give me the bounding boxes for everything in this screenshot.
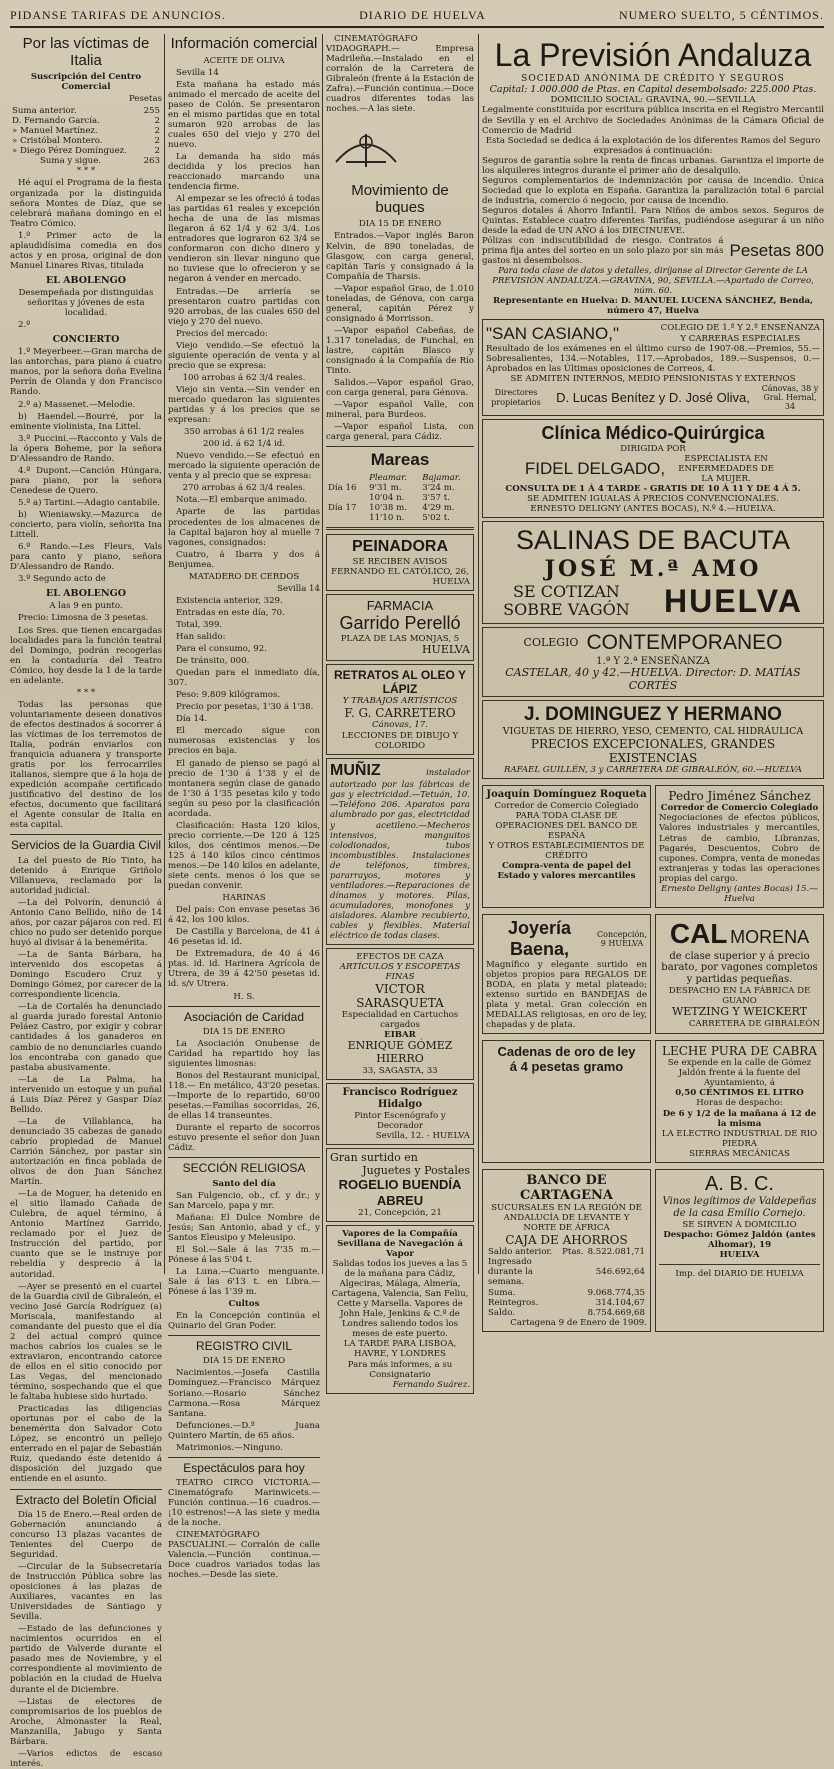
- ad-text: DIRIGIDA POR: [620, 443, 686, 454]
- ad-text: SE ADMITEN INTERNOS, MEDIO PENSIONISTAS Y EXTERNOS: [510, 373, 796, 384]
- registro-title: REGISTRO CIVIL: [195, 1339, 293, 1354]
- ad-text: Y OTROS ESTABLECIMIENTOS DE CRÉDITO: [488, 841, 645, 862]
- ad-text: Y CARRERAS ESPECIALES: [680, 333, 801, 344]
- divider: [326, 527, 474, 530]
- ad-text: Esta Sociedad se dedica á la explotación de los diferentes Ramos del Seguro expresados á continuación:: [485, 135, 821, 156]
- ad-prevision: [482, 37, 824, 316]
- paragraph: 1.º Primer acto de la aplaudidísima comedia en dos actos y en prosa, original de don Manuel Linares Rivas, titulada: [10, 230, 162, 271]
- ad-title: Joyería Baena,: [507, 917, 572, 959]
- paragraph: Han salido:: [176, 631, 226, 642]
- ad-text: CASTELAR, 40 y 42.—HUELVA. Director: D. MATÍAS CORTÉS: [505, 666, 801, 693]
- ad-title: FARMACIA: [366, 598, 434, 614]
- ad-hidalgo: [326, 1083, 474, 1145]
- paragraph: Precios del mercado:: [176, 328, 268, 339]
- ad-title: LECHE PURA DE CABRA: [661, 1044, 817, 1059]
- ad-title: D. Lucas Benítez y D. José Oliva,: [556, 390, 750, 406]
- paragraph: Los Sres. que tienen encargadas localidades para la función teatral del Domingo, podrán recogerlas en la contaduría del Teatro Cómico, hoy desde la 1 de la tarde en adelante.: [10, 625, 162, 686]
- ad-text: Pólizas con indiscutibilidad de riesgo. Contratos á prima fija antes del sorteo en un solo plazo por sin más gastos ni desembolsos.: [482, 236, 724, 267]
- paragraph: Durante el reparto de socorros estuvo presente el señor don Juan Cádiz.: [168, 1123, 320, 1154]
- section-subtitle: HARINAS: [222, 893, 266, 904]
- ad-row: [482, 782, 824, 911]
- paragraph: 2.º a) Massenet.—Melodie.: [18, 399, 136, 410]
- column-4: [482, 34, 824, 1328]
- paragraph: 3.º Segundo acto de: [18, 574, 106, 585]
- caridad-title: Asociación de Caridad: [183, 1009, 305, 1024]
- ad-title: Francisco Rodríguez Hidalgo: [342, 1087, 458, 1110]
- ad-text: Corredor de Comercio Colegiado: [660, 803, 819, 814]
- column-rule: [164, 34, 165, 1274]
- date-line: DIA 15 DE ENERO: [202, 1356, 286, 1367]
- ad-title: CONTEMPORANEO: [586, 630, 783, 654]
- ad-text: LA TARDE PARA LISBOA, HAVRE, Y LONDRES: [343, 1339, 457, 1360]
- paragraph: Hé aquí el Programa de la fiesta organizada por la distinguida señora Montes de Díaz, que se celebrará mañana domingo en el Teatro Cómico.: [10, 178, 162, 229]
- ad-text: 21, Concepción, 21: [358, 1207, 442, 1218]
- paragraph: Cuatro, á Ibarra y dos á Benjumea.: [168, 549, 320, 570]
- ad-text: 33, SAGASTA, 33: [362, 1066, 438, 1077]
- paragraph: Entradas.—De arriería se presentaron cuatro partidas con 920 arrobas, de las cuales 650 del viejo y 270 del nuevo.: [168, 286, 320, 327]
- paragraph: Aparte de las partidas procedentes de los almacenes de la Capital bajaron hoy al muelle 7 vagones, consignados:: [168, 507, 320, 548]
- paragraph: 3.º Puccini.—Racconto y Vals de la ópera Boheme, por la señora D'Alessandro de Rando.: [10, 433, 162, 464]
- ad-text: Seguros dotales á Ahorro Infantil. Para Niños de ambos sexos. Seguros de Quintas. Establece cuatro diferentes Tarifas, pudiéndose asegurar á un niño desde la edad de UN AÑO á los DIECINUEVE.: [482, 205, 824, 237]
- ad-dominguez: [482, 700, 824, 779]
- ad-text: HUELVA: [719, 1249, 760, 1260]
- paragraph: —La de Santa Bárbara, ha intervenido dos escopetas á Domingo Escudero Cruz y Domingo Gómez, por carecer de la correspondiente licencia.: [10, 950, 162, 1001]
- ad-text: Capital: 1.000.000 de Ptas. en Capital desembolsado: 225.000 Ptas.: [489, 84, 817, 96]
- ad-title: VICTOR SARASQUETA: [356, 982, 444, 1011]
- ad-title: MUÑIZ: [330, 761, 381, 779]
- paragraph: Sevilla 14: [277, 583, 320, 594]
- ad-farmacia: [326, 594, 474, 661]
- price-line: 350 arrobas á 61 1/2 reales: [183, 427, 305, 438]
- divider: [10, 834, 162, 835]
- paragraph: —Varios edictos de escaso interés.: [10, 1748, 162, 1769]
- ad-peinadora: [326, 534, 474, 591]
- paragraph: Día 14.: [176, 714, 208, 725]
- emblem-icon: [326, 122, 406, 172]
- table-row: Suma anterior. 255: [12, 106, 160, 117]
- table-row: Reintegros. 314.104,67: [488, 1297, 645, 1308]
- paragraph: Precio: Limosna de 3 pesetas.: [18, 613, 149, 624]
- masthead: [10, 4, 824, 28]
- ad-text: HUELVA: [421, 643, 470, 657]
- divider: [168, 1157, 320, 1158]
- paragraph: El Sol.—Sale á las 7'35 m.—Pónese á las 5'04 t.: [168, 1244, 320, 1265]
- ad-text: Horas de despacho:: [696, 1098, 783, 1109]
- ad-title: "SAN CASIANO,": [486, 323, 619, 343]
- paragraph: Total, 399.: [176, 619, 223, 630]
- column-rule: [478, 34, 479, 1274]
- divider: [326, 446, 474, 447]
- ad-text: SUCURSALES EN LA REGIÓN DE ANDALUCÍA DE LEVANTE Y NORTE DE ÁFRICA: [491, 1203, 642, 1234]
- ad-text: SOCIEDAD ANÓNIMA DE CRÉDITO Y SEGUROS: [521, 73, 785, 84]
- ad-title: Clínica Médico-Quirúrgica: [541, 422, 765, 443]
- ad-text: RAFAEL GUILLÉN, 3 y CARRETERA DE GIBRALEÓN, 60.—HUELVA: [503, 765, 803, 776]
- table-row: » Manuel Martínez. 2: [12, 126, 160, 137]
- ad-banco: [482, 1169, 651, 1332]
- paragraph: La demanda ha sido más decidida y los precios han reaccionado marcando una tendencia firme.: [168, 151, 320, 193]
- ad-text: De 6 y 1/2 de la mañana á 12 de la misma: [662, 1108, 817, 1129]
- table-row: Ingresado durante la semana. 546.692,64: [488, 1257, 645, 1288]
- stars: * * *: [76, 687, 96, 698]
- paragraph: Mañana: El Dulce Nombre de Jesús; San Antonio, abad y cf., y Santos Eleusipo y Meleusipo.: [168, 1212, 320, 1243]
- paragraph: El mercado sigue con numerosas existencias y los precios en baja.: [168, 726, 320, 757]
- ad-muniz: [326, 758, 474, 945]
- ad-text: Cartagena 9 de Enero de 1909.: [510, 1317, 647, 1328]
- ad-text: Despacho: Gómez Jaldón (antes Alhomar), 19: [663, 1229, 816, 1250]
- column-3: [326, 34, 474, 1390]
- ad-row: [482, 1166, 824, 1335]
- ad-row: [482, 1037, 824, 1166]
- paragraph: Salidos.—Vapor español Grao, con carga general, para Génova.: [326, 378, 474, 399]
- table-row: Día 17 10'38 m. 4'29 m.: [328, 503, 455, 514]
- ad-text: EIBAR: [384, 1030, 416, 1041]
- ad-text: Sevilla, 12. - HUELVA: [375, 1130, 470, 1141]
- paragraph: Nuevo vendido.—Se efectuó en mercado la siguiente operación de venta y al precio que se expresa:: [168, 451, 320, 482]
- ad-text: ESPECIALISTA EN ENFERMEDADES DE LA MUJER.: [678, 453, 774, 484]
- buques-title: Movimiento de buques: [351, 182, 449, 216]
- ad-text: Juguetes y Postales: [362, 1163, 470, 1177]
- table-row: Suma y sigue. 263: [40, 156, 160, 167]
- ad-title: A. B. C.: [705, 1172, 774, 1195]
- paragraph: Entrados.—Vapor inglés Baron Kelvin, de 890 toneladas, de Glasgow, con carga general, capitán Tarís y consignado á la Compañía de Tharsis.: [326, 231, 474, 282]
- ad-text: Cánovas, 38 y Gral. Hernal, 34: [761, 383, 819, 412]
- paragraph: 5.º a) Tartini.—Adagio cantabile.: [18, 497, 161, 508]
- ad-title: Vapores de la Compañía Sevillana de Navegación á Vapor: [337, 1228, 463, 1259]
- imprint: Imp. del DIARIO DE HUELVA: [675, 1268, 804, 1279]
- paragraph: —Listas de electores de compromisarios de los pueblos de Aroche, Almonaster la Real, Manzanilla, Jabugo y Santa Bárbara.: [10, 1696, 162, 1747]
- ad-title: ROGELIO BUENDÍA ABREU: [338, 1177, 462, 1208]
- divider: [659, 1264, 820, 1265]
- table-row: D. Fernando García. 2: [12, 116, 160, 127]
- ad-title: La Previsión Andaluza: [494, 37, 812, 73]
- paragraph: Sevilla 14: [176, 67, 219, 78]
- ad-text: COLEGIO: [523, 635, 579, 649]
- guardia-title: Servicios de la Guardia Civil: [10, 838, 162, 853]
- paragraph: —Vapor español Lista, con carga general, para Cádiz.: [326, 422, 474, 443]
- ad-clinica: [482, 419, 824, 518]
- paragraph: Del país: Con envase pesetas 36 á 42, los 100 kilos.: [168, 905, 320, 926]
- ad-text: PLAZA DE LAS MONJAS, 5: [340, 634, 460, 645]
- ad-text: ARTÍCULOS Y ESCOPETAS FINAS: [339, 962, 461, 983]
- stars: * * *: [76, 166, 96, 177]
- paragraph: Desempeñada por distinguidas señoritas y jóvenes de esta localidad.: [18, 288, 154, 319]
- paragraph: 2.º: [18, 320, 31, 331]
- ad-text: Seguros complementarios de indemnización por causa de incendio. Única Sociedad que lo explota en España. Garantiza la paralización total 6 parcial de industria, comercio ó negocio, por causa de incendio.: [482, 175, 824, 206]
- paragraph: De tránsito, 000.: [176, 656, 250, 667]
- table-row: » Cristóbal Montero. 2: [12, 136, 160, 147]
- paragraph: —La del Polvorín, denunció á Antonio Cano Bellido, niño de 14 años, por cazar pájaros con red. El chico no pudo ser detenido porque huyó al divisar á la benemérita.: [10, 897, 162, 949]
- ad-joyeria: [482, 914, 651, 1034]
- paragraph: —La de Villablanca, ha denunciado 35 cabezas de ganado cabrío propiedad de Manuel Carrión Sánchez, por pastar sin autorización en finca poblada de olivos de don Juan Sánchez Martín.: [10, 1116, 162, 1188]
- paragraph: De Extremadura, de 40 á 46 ptas. id. id. Harinera Agrícola de Utrera, de 39 á 42'50 pesetas id. id. s/v Utrera.: [168, 949, 320, 990]
- ad-text: FERNANDO EL CATÓLICO, 26,: [331, 567, 469, 578]
- concert-title: CONCIERTO: [52, 334, 120, 346]
- ad-text: VIGUETAS DE HIERRO, YESO, CEMENTO, CAL HIDRÁULICA: [502, 726, 804, 738]
- paragraph: Matrimonios.—Ninguno.: [176, 1442, 283, 1453]
- ad-price: Pesetas 800: [729, 241, 824, 261]
- paragraph: Peso: 9.809 kilógramos.: [176, 690, 281, 701]
- paragraph: De Castilla y Barcelona, de 41 á 46 pesetas id. id.: [168, 927, 320, 948]
- ad-text: SE RECIBEN AVISOS: [352, 557, 448, 568]
- ad-title: Joaquín Domínguez Roqueta: [486, 789, 647, 801]
- ad-text: Especialidad en Cartuchos cargados: [341, 1010, 459, 1031]
- paragraph: 4.º Dupont.—Canción Húngara, para piano, por la señora Cenedese de Quero.: [10, 465, 162, 496]
- ad-text: Negociaciones de efectos públicos, Valores industriales y mercantiles, Letras de cambio, Libranzas, Pagarés, Descuentos, Cobro de cupones. Compra, venta de monedas extranjeras y todas las operaciones propias del cargo.: [659, 813, 820, 884]
- ad-title: Garrido Perelló: [339, 613, 461, 634]
- boletin-title: Extracto del Boletín Oficial: [15, 1492, 157, 1507]
- ad-cadenas: [482, 1040, 651, 1163]
- paragraph: —Vapor español Cabeñas, de 1.317 toneladas, de Funchal, en lastre, capitán Blasco y consignado á la Compañía de Río Tinto.: [326, 325, 474, 377]
- paragraph: Bonos del Restaurant municipal, 118.— En metálico, 43'20 pesetas.—Importe de lo repartido, 60'00 pesetas.—Familias socorridas, 26, de ellas 14 transeuntes.: [168, 1070, 320, 1122]
- ad-title: HUELVA: [664, 582, 803, 619]
- paragraph: Existencia anterior, 329.: [176, 595, 283, 606]
- paragraph: Quedan para el inmediato día, 307.: [168, 668, 320, 689]
- table-row: Saldo anterior. Ptas. 8.522.081,71: [488, 1247, 645, 1258]
- price-line: 270 arrobas á 62 3/4 reales.: [182, 483, 306, 494]
- ad-text: COLEGIO DE 1.ª Y 2.ª ENSEÑANZA: [660, 323, 820, 334]
- divider: [168, 1006, 320, 1007]
- ad-text: Para toda clase de datos y detalles, diríjanse al Director Gerente de LA PREVISIÓN ANDALUZA.—GRAVINA, 90, SEVILLA.—Apartado de Correo, núm. 60.: [492, 266, 814, 297]
- ad-salinas: [482, 521, 824, 624]
- ad-title: BANCO DE CARTAGENA: [519, 1172, 614, 1203]
- ad-text: CONSULTA DE 1 Á 4 TARDE - GRATIS DE 10 Á 11 Y DE 4 Á 5.: [505, 484, 801, 495]
- ad-text: Compra-venta de papel del Estado y valores mercantiles: [497, 861, 636, 882]
- ad-casiano: [482, 319, 824, 415]
- ad-text: Se expende en la calle de Gómez Jaldón frente á la fuente del Ayuntamiento, á: [667, 1058, 812, 1089]
- paragraph: —Vapor español Grao, de 1.010 toneladas, de Génova, con carga general, capitán Pérez y consignado á Morrisson.: [326, 283, 474, 324]
- table-row: 11'10 n. 5'02 t.: [369, 513, 450, 524]
- ad-text: Magnífico y elegante surtido en objetos propios para REGALOS DE BODA, en plata y metal plateado; extenso surtido en BANDEJAS de plata y metal. Gran colección en MEDALLAS religiosas, en oro de ley, chapadas y de plata.: [486, 959, 647, 1031]
- ad-title: FIDEL DELGADO,: [524, 459, 666, 479]
- ad-title: WETZING Y WEICKERT: [671, 1004, 808, 1018]
- bank-table: [486, 1247, 647, 1317]
- ad-leche: [655, 1040, 824, 1163]
- paragraph: Viejo vendido.—Se efectuó la siguiente operación de venta y al precio que se expresa:: [168, 340, 320, 371]
- paragraph: San Fulgencio, ob., cf. y dr.; y San Marcelo, papa y mr.: [168, 1190, 320, 1211]
- section-subtitle: MATADERO DE CERDOS: [188, 571, 300, 582]
- ad-text: SE COTIZAN: [513, 581, 620, 601]
- ad-retratos: [326, 664, 474, 754]
- espectaculos-title: Espectáculos para hoy: [183, 1460, 305, 1475]
- ad-row: [482, 911, 824, 1037]
- ad-title: MORENA: [730, 926, 810, 947]
- paragraph: Para el consumo, 92.: [176, 644, 267, 655]
- ad-text: Cánovas, 17.: [372, 720, 428, 731]
- paragraph: La Asociación Onubense de Caridad ha repartido hoy las siguientes limosnas:: [168, 1038, 320, 1069]
- ad-title: EFECTOS DE CAZA: [356, 952, 444, 963]
- column-1: [10, 34, 162, 1769]
- ad-text: Para más informes, a su Consignatario: [347, 1359, 453, 1380]
- ad-title: SALINAS DE BACUTA: [515, 525, 791, 556]
- masthead-right: NUMERO SUELTO, 5 CÉNTIMOS.: [618, 7, 824, 22]
- paragraph: Defunciones.—D.ª Juana Quintero Martín, de 65 años.: [168, 1420, 320, 1441]
- paragraph: 6.º Rando.—Les Fleurs, Vals para canto y piano, señora D'Alessandro de Rando.: [10, 542, 162, 573]
- paragraph: Entradas en este día, 70.: [176, 607, 285, 618]
- ad-text: Fernando Suárez.: [392, 1379, 470, 1390]
- ad-rogelio: [326, 1148, 474, 1222]
- ad-text: Resultado de los exámenes en el último curso de 1907-08.—Premios, 55.—Sobresalientes, 134.—Notables, 117.—Aprobados, 189.—Suspensos, 0.—Aprobados en las Últimas oposiciones de Correos, 4.: [486, 343, 820, 374]
- ad-title: F. G. CARRETERO: [344, 706, 456, 721]
- ad-text: PARA TODA CLASE DE OPERACIONES DEL BANCO DE ESPAÑA: [495, 811, 638, 842]
- ad-text: ERNESTO DELIGNY (ANTES BOCAS), N.º 4.—HUELVA.: [530, 504, 776, 515]
- date-line: DIA 15 DE ENERO: [202, 1026, 286, 1037]
- ad-text: CARRETERA DE GIBRALEÓN: [688, 1018, 820, 1029]
- ad-vapores: [326, 1225, 474, 1394]
- ad-text: Concepción, 9 HUELVA: [597, 929, 647, 948]
- table-row: Pleamar. Bajamar.: [369, 473, 461, 484]
- paragraph: Practicadas las diligencias oportunas por el cabo de la benemérita don Salvador Coto López, se encontró un pellejo enterrado en el pajar de Sebastián Ruiz, quedando éste detenido á disposición del juzgado que entiende en el asunto.: [10, 1404, 162, 1485]
- paragraph: Esta mañana ha estado más animado el mercado de aceite del paseo de Colón. Se presentaron en el mismo partidas que en total sumaron 920 arrobas de las cuales 650 del viejo y 270 del nuevo.: [168, 79, 320, 150]
- mareas-title: Mareas: [370, 450, 430, 470]
- ad-title: JOSÉ M.ª AMO: [544, 555, 762, 582]
- ad-text: PRECIOS EXCEPCIONALES, GRANDES EXISTENCIAS: [530, 737, 776, 766]
- ad-text: SIERRAS MECÁNICAS: [689, 1148, 790, 1159]
- ad-title: CAJA DE AHORROS: [505, 1233, 628, 1248]
- ad-title: J. DOMINGUEZ Y HERMANO: [524, 703, 782, 725]
- paragraph: La Luna.—Cuarto menguante. Sale á las 6'13 t. en Libra.—Pónese á las 1'39 m.: [168, 1266, 320, 1297]
- ad-text: Corredor de Comercio Colegiado: [494, 801, 639, 812]
- column-rule: [322, 34, 323, 1274]
- ad-text: SOBRE VAGÓN: [503, 600, 630, 620]
- ad-text: LA ELECTRO INDUSTRIAL DE RIO PIEDRA: [661, 1128, 818, 1149]
- ad-title: á 4 pesetas gramo: [509, 1059, 624, 1075]
- paragraph: CINEMATÓGRAFO PASCUALINI.— Corralón de calle Valencia.—Función continua.—Doce cuadros variados todas las noches.—Desde las siete.: [168, 1530, 320, 1581]
- paragraph: —La de Moguer, ha detenido en el sitio llamado Cañada de Culebra, de aquel término, á Antonio Martínez Garrido, reclamado por el Juez de Instrucción del partido, por cuanto que se le instruye por rebeldía y desprecio á la autoridad.: [10, 1189, 162, 1280]
- paragraph: TEATRO CIRCO VICTORIA.—Cinematógrafo Marinwicets.—Función continua.—16 cuadros.—¡10 estrenos!—A las siete y media de la noche.: [168, 1477, 320, 1529]
- ad-text: Vinos legítimos de Valdepeñas de la casa Emilio Cornejo.: [662, 1196, 817, 1219]
- paragraph: —Circular de la Subsecretaría de Instrucción Pública sobre las oposiciones á las plazas de Auxiliares, vacantes en las Universidades de Santiago y Sevilla.: [10, 1561, 162, 1623]
- divider: [168, 1335, 320, 1336]
- paragraph: Viejo sin venta.—Sin vender en mercado quedaron las siguientes partidas y á los precios que se expresan:: [168, 384, 320, 426]
- ad-text: 0,50 CÉNTIMOS EL LITRO: [675, 1088, 804, 1099]
- divider: [168, 1457, 320, 1458]
- ad-text: Seguros de garantía sobre la renta de fincas urbanas. Garantiza el importe de los alquileres integros durante el primer año de desalquilo.: [482, 155, 824, 176]
- paragraph: Al empezar se les ofreció á todas las partidas 61 reales y excepción hecha de una de las mismas llegaron á 62 1/4 y 62 3/4. Los entradores que lograron 62 3/4 se conformaron con dicho dinero y vendieron sin llevar ninguno que no tuviese que lo ofrecieron y se negaron á vender en mercado.: [168, 194, 320, 285]
- ad-text: Legalmente constituída por escritura pública inscrita en el Registro Mercantil de Sevilla y en el Archivo de Sociedades Anónimas de la Cámara Oficial de Comercio de Madrid: [482, 105, 824, 136]
- ad-text: Ernesto Deligny (antes Bocas) 15.—Huelva: [661, 883, 818, 904]
- paragraph: El ganado de pienso se pagó al precio de 1'30 á 1'38 y el de montanera según clase de ganado de 1'30 á 1'35 pesetas kilo y todo según su peso por la clasificación acordada.: [168, 758, 320, 819]
- ad-roqueta: [482, 785, 651, 908]
- religiosa-title: SECCIÓN RELIGIOSA: [182, 1161, 306, 1176]
- ad-text: DOMICILIO SOCIAL: GRAVINA, 90.—SEVILLA: [550, 95, 756, 106]
- signature: H. S.: [233, 991, 255, 1002]
- italia-subtitle: Suscripción del Centro Comercial: [30, 72, 142, 93]
- paragraph: CINEMATÓGRAFO VIDAOGRAPH.— Empresa Madrileña.—Instalado en el corralón de la Carretera de Gibraleón (frente á la Estación de Zafra).—Función continua.—Doce cuadros diferentes todas las noches.—A las siete.: [326, 34, 474, 115]
- paragraph: Precio por pesetas, 1'30 á 1'38.: [176, 702, 314, 713]
- divider: [10, 1489, 162, 1490]
- paragraph: b) Haendel.—Bourré, por la eminente violinista, Ina Littel.: [10, 411, 162, 432]
- ad-text: LECCIONES DE DIBUJO Y COLORIDO: [341, 730, 459, 751]
- subscription-table: [10, 106, 162, 166]
- table-row: Día 16 9'31 m. 3'24 m.: [328, 483, 455, 494]
- masthead-title: DIARIO DE HUELVA: [359, 7, 486, 22]
- ad-text: instalador autorizado por las fábricas de gas y electricidad.—Tetuán, 10.—Teléfono 206. Aparatos para alumbrado por gas, electricidad y acetileno.—Mecheros intensivos, manguitos colodionados, tubos incombustibles. Instalaciones de teléfonos, timbres, pararrayos, motores y ventiladores.—Reparaciones de dínamos y motores. Pilas, acumuladores, monofones y aisladores. Alambre recubierto, cables y flexibles. Material eléctrico de todas clases.: [330, 767, 470, 942]
- ad-abc: [655, 1169, 824, 1332]
- paragraph: —Vapor español Valle, con mineral, para Burdeos.: [326, 400, 474, 421]
- ad-text: DESPACHO EN LA FÁBRICA DE GUANO: [668, 985, 811, 1006]
- ad-text: Y TRABAJOS ARTÍSTICOS: [342, 696, 458, 707]
- section-subtitle: Cultos: [228, 1299, 260, 1310]
- paragraph: A las 9 en punto.: [49, 601, 123, 612]
- ad-text: Representante en Huelva: D. MANUEL LUCENA SÁNCHEZ, Benda, número 47, Huelva: [492, 296, 814, 317]
- ad-title: RETRATOS AL OLEO Y LÁPIZ: [333, 668, 467, 697]
- play-title: EL ABOLENGO: [45, 588, 127, 600]
- ad-title: PEINADORA: [351, 538, 448, 556]
- ad-text: Pintor Escenógrafo y Decorador: [354, 1110, 446, 1131]
- masthead-left: PIDANSE TARIFAS DE ANUNCIOS.: [10, 7, 226, 22]
- ad-text: HUELVA: [432, 577, 470, 588]
- ad-title: Pedro Jiménez Sánchez: [668, 789, 811, 804]
- ad-title: Cadenas de oro de ley: [497, 1044, 636, 1060]
- ad-caza: [326, 948, 474, 1080]
- table-row: 10'04 n. 3'57 t.: [369, 493, 450, 504]
- paragraph: —La de La Palma, ha intervenido un estoque y un puñal á Luis Díaz Pérez y Gaspar Díaz Bellido.: [10, 1074, 162, 1115]
- ad-title: CAL: [669, 917, 728, 949]
- ad-text: 1.ª Y 2.ª ENSEÑANZA: [596, 655, 710, 667]
- paragraph: 1.º Meyerbeer.—Gran marcha de las antorchas, para piano á cuatro manos, por la señora doña Evelina Perrín de Olanda y don Francisco Rando.: [10, 347, 162, 398]
- paragraph: Clasificación: Hasta 120 kilos, precio corriente.—De 120 á 125 kilos, dos céntimos menos.—De 125 á 140 kilos cinco céntimos menos.—De 140 kilos en adelante, siete cents. menos ó los que se puedan convenir.: [168, 820, 320, 892]
- ad-text: SE ADMITEN IGUALAS Á PRECIOS CONVENCIONALES.: [527, 494, 779, 505]
- section-subtitle: Santo del día: [212, 1178, 276, 1189]
- paragraph: —Ayer se presentó en el cuartel de la Guardia civil de Gibraleón, el vecino José García Rodríguez (a) Moriscala, manifestando al comandante del puesto que el día 2 del actual compró quince machos cabríos los cuales se le extraviaron, encontrando catorce de ellos en el sitio conocido por Las Vegas, del mencionado término, sospechando que el que le faltaba hubiese sido hurtado.: [10, 1281, 162, 1403]
- table-row: » Diego Pérez Domínguez. 2: [12, 146, 160, 157]
- pesetas-label: Pesetas: [129, 94, 162, 105]
- comercial-title: Información comercial: [170, 35, 318, 52]
- ad-text: Directores propietarios: [491, 388, 541, 407]
- mareas-table: [326, 473, 474, 523]
- ad-text: Gran surtido en: [330, 1150, 418, 1164]
- table-row: Saldo. 8.754.669,68: [488, 1307, 645, 1318]
- date-line: DIA 15 DE ENERO: [358, 219, 442, 230]
- paragraph: Nacimientos.—Josefa Castilla Domínguez.—Francisco Márquez Soriano.—Rosario Sánchez Carmona.—Rosa Márquez Santana.: [168, 1368, 320, 1419]
- paragraph: —Estado de las defunciones y nacimientos ocurridos en el partido de Valverde durante el pasado mes de Noviembre, y el correspondiente al movimiento de población en la ciudad de Huelva durante el de Diciembre.: [10, 1624, 162, 1695]
- price-line: 100 arrobas á 62 3/4 reales.: [182, 372, 306, 383]
- price-line: 200 id. á 62 1/4 id.: [203, 439, 285, 450]
- paragraph: —La de Cortalés ha denunciado al guarda jurado forestal Antonio Peláez Castro, por exigir y cobrar cantidades á los ganaderos en cambio de no denunciarles cuando los encontraba con ganado que pastaba abusivamente.: [10, 1002, 162, 1073]
- paragraph: Nota.—El embarque animado.: [176, 495, 308, 506]
- ad-text: SE SIRVEN Á DOMICILIO: [682, 1219, 797, 1230]
- ad-text: Salidas todos los jueves a las 5 de la mañana para Cádiz, Algeciras, Málaga, Almería, Cartagena, Valencia, San Feliu, Cette y Marsella. Vapores de John Hale, Jenkins & C.º de Londres saliendo todos los meses de este puerto.: [331, 1259, 469, 1340]
- table-row: Suma. 9.068.774,35: [488, 1287, 645, 1298]
- play-title: EL ABOLENGO: [45, 274, 127, 286]
- paragraph: En la Concepción continúa el Quinario del Gran Poder.: [168, 1311, 320, 1332]
- italia-title: Por las víctimas de Italia: [22, 35, 150, 69]
- column-2: [168, 34, 320, 1581]
- paragraph: b) Wieniawsky.—Mazurca de concierto, para violín, señorita Ina Littell.: [10, 510, 162, 541]
- section-subtitle: ACEITE DE OLIVA: [203, 55, 285, 66]
- ad-pedro: [655, 785, 824, 908]
- paragraph: Todas las personas que voluntariamente deseen donativos de efectos destinados á socorrer á las víctimas de los terremotos de Italia, podrán enviarlos con franquicia aduanera y transporte gratis por los ferrocarriles italianos, siempre que á la hoja de expedición acompañe certificado justificativo del destino de los efectos, documento que facilitará el Agente consular de Italia en esta capital.: [10, 699, 162, 831]
- ad-cal: [655, 914, 824, 1034]
- paragraph: La del puesto de Río Tinto, ha detenido á Enrique Griñolo Villanueva, reclamado por la autoridad judicial.: [10, 855, 162, 896]
- ad-contemporaneo: [482, 627, 824, 697]
- paragraph: Día 15 de Enero.—Real orden de Gobernación anunciando á concurso 13 plazas vacantes de Tenientes del Cuerpo de Seguridad.: [10, 1509, 162, 1560]
- ad-title: ENRIQUE GÓMEZ HIERRO: [347, 1039, 453, 1066]
- ad-text: de clase superior y á precio barato, por vagones completos y partidas pequeñas.: [661, 950, 818, 985]
